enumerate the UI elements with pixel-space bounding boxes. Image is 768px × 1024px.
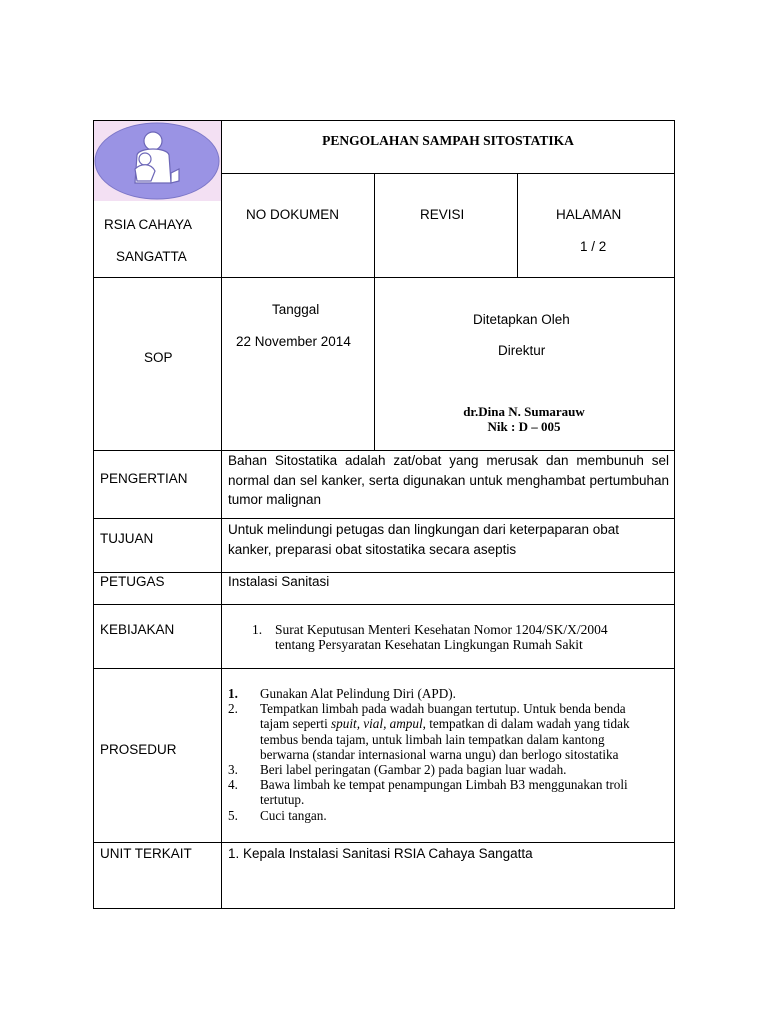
hospital-name-line1: RSIA CAHAYA	[104, 217, 193, 232]
tujuan-text: Untuk melindungi petugas dan lingkungan dari keterpaparan obat kanker, preparasi obat sitostatika secara aseptis	[228, 522, 620, 557]
document-title: PENGOLAHAN SAMPAH SITOSTATIKA	[322, 133, 574, 148]
list-number: 4.	[228, 777, 238, 793]
kebijakan-item-line1: Surat Keputusan Menteri Kesehatan Nomor 1204/SK/X/2004	[275, 622, 608, 637]
list-number: 2.	[228, 701, 238, 717]
kebijakan-item-number: 1.	[252, 622, 263, 637]
list-text: , tempatkan di dalam wadah yang tidak tembus benda tajam, untuk limbah lain tempatkan dalam kantong berwarna (standar internasional warna ungu) dan berlogo sitostatika	[260, 716, 630, 762]
list-number: 5.	[228, 807, 238, 823]
jabatan: Direktur	[498, 343, 546, 358]
signer-nik: Nik : D – 005	[487, 419, 561, 434]
petugas-text: Instalasi Sanitasi	[228, 574, 330, 589]
list-item	[226, 777, 656, 807]
list-text-italic: spuit, vial, ampul	[331, 716, 423, 732]
prosedur-list	[226, 686, 656, 823]
pengertian-label: PENGERTIAN	[100, 471, 188, 486]
hospital-logo	[93, 121, 221, 201]
unit-terkait-text: 1. Kepala Instalasi Sanitasi RSIA Cahaya Sangatta	[228, 846, 533, 861]
unit-terkait-label: UNIT TERKAIT	[100, 846, 192, 861]
list-text: Bawa limbah ke tempat penampungan Limbah B3 menggunakan troli tertutup.	[260, 777, 628, 808]
list-number: 1.	[228, 686, 238, 701]
mother-child-logo-icon	[93, 121, 221, 201]
tanggal-value: 22 November 2014	[236, 334, 351, 349]
petugas-label: PETUGAS	[100, 574, 165, 589]
halaman-value: 1 / 2	[580, 239, 607, 254]
list-item	[226, 701, 656, 762]
list-text: Gunakan Alat Pelindung Diri (APD).	[260, 686, 456, 701]
no-dokumen-label: NO DOKUMEN	[246, 207, 340, 222]
hospital-name-line2: SANGATTA	[116, 249, 187, 264]
list-item	[226, 686, 656, 701]
sop-label: SOP	[144, 350, 173, 365]
signer-name: dr.Dina N. Sumarauw	[463, 404, 585, 419]
list-text: Beri label peringatan (Gambar 2) pada bagian luar wadah.	[260, 762, 567, 778]
kebijakan-label: KEBIJAKAN	[100, 622, 175, 637]
ditetapkan-label: Ditetapkan Oleh	[473, 312, 570, 327]
list-item	[226, 808, 656, 823]
tanggal-label: Tanggal	[272, 302, 320, 317]
list-text: Cuci tangan.	[260, 807, 327, 823]
prosedur-label: PROSEDUR	[100, 742, 177, 757]
tujuan-label: TUJUAN	[100, 531, 154, 546]
pengertian-text: Bahan Sitostatika adalah zat/obat yang merusak dan membunuh sel normal dan sel kanker, serta digunakan untuk menghambat pertumbuhan tumor malignan	[228, 453, 669, 507]
halaman-label: HALAMAN	[556, 207, 622, 222]
list-number: 3.	[228, 762, 238, 778]
kebijakan-item-line2: tentang Persyaratan Kesehatan Lingkungan Rumah Sakit	[275, 637, 583, 652]
list-item	[226, 762, 656, 777]
list-text: Tempatkan limbah pada wadah buangan tertutup. Untuk benda benda tajam seperti	[260, 701, 626, 732]
revisi-label: REVISI	[420, 207, 465, 222]
